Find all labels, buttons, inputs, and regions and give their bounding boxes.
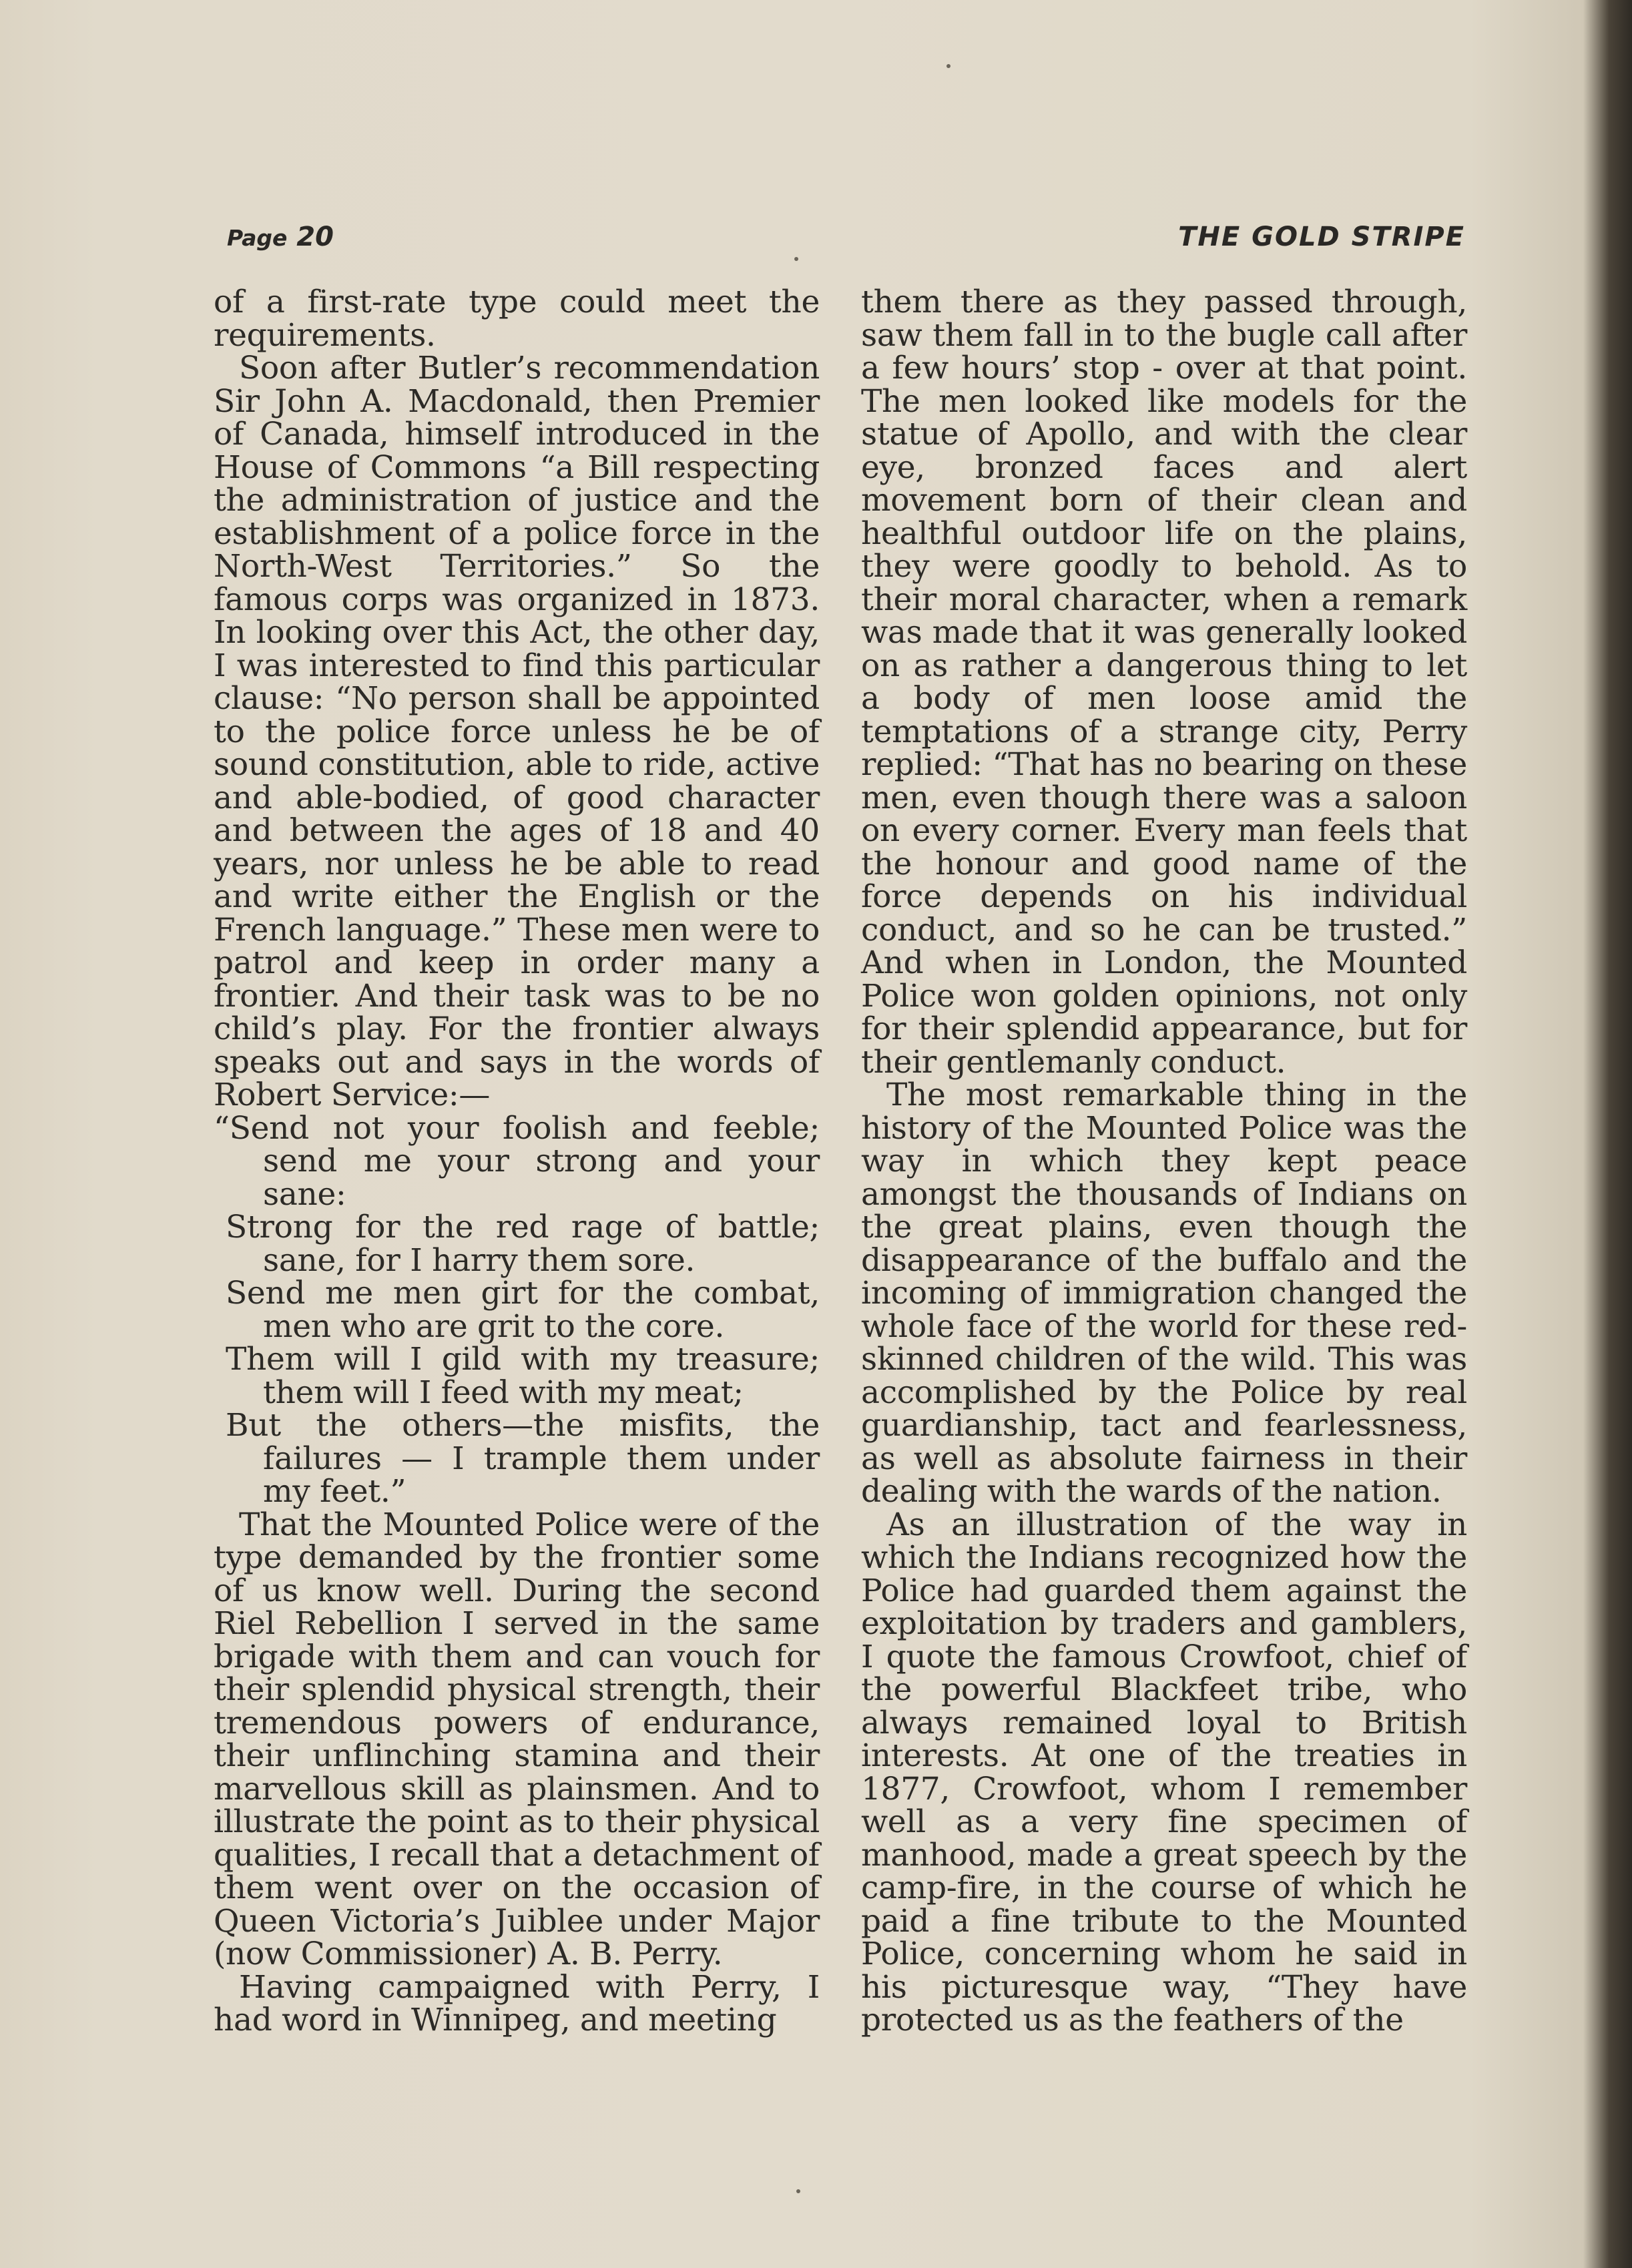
poem-quote bbox=[214, 1109, 820, 1510]
paragraph: As an illustration of the way in which the Indians recognized how the Police had guarded them against the exploitation by traders and gamblers, I quote the famous Crowfoot, chief of the powerful Blackfeet tribe, who always remained loyal to British interests. At one of the treaties in 1877, Crowfoot, whom I remember well as a very fine specimen of manhood, made a great speech by the camp-fire, in the course of which he paid a fine tribute to the Mounted Police, concerning whom he said in his picturesque way, “They have protected us as the feathers of the bbox=[861, 1506, 1467, 2038]
poem-line: Strong for the red rage of battle; sane, for I harry them sore. bbox=[226, 1209, 820, 1279]
paragraph: Soon after Butler’s recommendation Sir John A. Macdonald, then Premier of Canada, himself introduced in the House of Commons “a Bill respecting the administration of justice and the establishment of a police force in the North-West Territories.” So the famous corps was organized in 1873. In looking over this Act, the other day, I was interested to find this particular clause: “No person shall be appointed to the police force unless he be of sound constitution, able to ride, active and able-bodied, of good character and between the ages of 18 and 40 years, nor unless he be able to read and write either the English or the French language.” These men were to patrol and keep in order many a frontier. And their task was to be no child’s play. For the frontier always speaks out and says in the words of Robert Service:— bbox=[214, 350, 820, 1113]
print-speck bbox=[794, 257, 798, 261]
right-column bbox=[861, 286, 1467, 2037]
poem-line: Them will I gild with my treasure; them will I feed with my meat; bbox=[226, 1341, 820, 1411]
paragraph: The most remarkable thing in the history of the Mounted Police was the way in which they kept peace amongst the thousands of Indians on the great plains, even though the disappearance of the buffalo and the incoming of immigration changed the whole face of the world for these red-skinned children of the wild. This was accomplished by the Police by real guardianship, tact and fearlessness, as well as absolute fairness in their dealing with the wards of the nation. bbox=[861, 1077, 1467, 1510]
journal-title: THE GOLD STRIPE bbox=[1178, 222, 1465, 252]
page-label: Page bbox=[227, 225, 288, 251]
print-speck bbox=[946, 64, 950, 68]
page-number bbox=[227, 222, 334, 252]
print-speck bbox=[796, 2189, 800, 2193]
paragraph: That the Mounted Police were of the type demanded by the frontier some of us know well. During the second Riel Rebellion I served in the same brigade with them and can vouch for their splendid physical strength, their tremendous powers of endurance, their unflinching stamina and their marvellous skill as plainsmen. And to illustrate the point as to their physical qualities, I recall that a detachment of them went over on the occasion of Queen Victoria’s Juiblee under Major (now Commissioner) A. B. Perry. bbox=[214, 1506, 820, 1972]
left-column bbox=[214, 286, 820, 2037]
paragraph: Having campaigned with Perry, I had word in Winnipeg, and meeting bbox=[214, 1968, 820, 2038]
page-number-value: 20 bbox=[296, 222, 334, 252]
paragraph: them there as they passed through, saw them fall in to the bugle call after a few hours’ stop - over at that point. The men looked like models for the statue of Apollo, and with the clear eye, bronzed faces and alert movement born of their clean and healthful outdoor life on the plains, they were goodly to behold. As to their moral character, when a remark was made that it was generally looked on as rather a dangerous thing to let a body of men loose amid the temptations of a strange city, Perry replied: “That has no bearing on these men, even though there was a saloon on every corner. Every man feels that the honour and good name of the force depends on his individual conduct, and so he can be trusted.” And when in London, the Mounted Police won golden opinions, not only for their splendid appearance, but for their gentlemanly conduct. bbox=[861, 284, 1467, 1081]
poem-line: Send me men girt for the combat, men who are grit to the core. bbox=[226, 1275, 820, 1345]
paragraph: of a first-rate type could meet the requirements. bbox=[214, 284, 820, 354]
poem-line: “Send not your foolish and feeble; send me your strong and your sane: bbox=[214, 1109, 820, 1213]
poem-line: But the others—the misfits, the failures — I trample them under my feet.” bbox=[226, 1407, 820, 1510]
running-header bbox=[227, 215, 1465, 262]
